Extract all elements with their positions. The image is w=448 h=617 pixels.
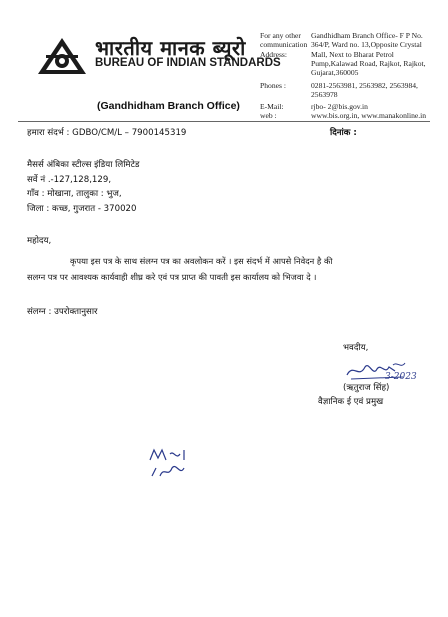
handwritten-note-scribble	[146, 446, 192, 486]
recipient-line-1: मैसर्स अंबिका स्टील्स इंडिया लिमिटेड	[27, 160, 140, 170]
web-label: web :	[260, 111, 277, 120]
web-value[interactable]: www.bis.org.in, www.manakonline.in	[311, 111, 427, 120]
address-label: For any other communication Address:	[260, 31, 308, 59]
email-label: E-Mail:	[260, 102, 284, 111]
enclosure-note: संलग्न : उपरोक्तानुसार	[27, 307, 98, 317]
header-divider	[18, 121, 430, 122]
recipient-line-3: गाँव : मोखाना, तालुका : भुज,	[27, 189, 122, 199]
signatory-designation: वैज्ञानिक ई एवं प्रमुख	[318, 397, 384, 407]
email-value[interactable]: rjbo- 2@bis.gov.in	[311, 102, 368, 111]
signature-date: 3-2023	[385, 372, 417, 382]
body-line-1: कृपया इस पत्र के साथ संलग्न पत्र का अवलोकन करें । इस संदर्भ में आपसे निवेदन है की	[70, 256, 333, 266]
branch-office-label: (Gandhidham Branch Office)	[97, 100, 240, 112]
recipient-line-4: जिला : कच्छ, गुजरात - 370020	[27, 204, 137, 214]
body-line-2: सलग्न पत्र पर आवश्यक कार्यवाही शीघ्र करे एवं पत्र प्राप्त की पावती इस कार्यालय को भिजवा दे ।	[27, 272, 317, 282]
date-label: दिनांक :	[330, 128, 357, 138]
phones-value: 0281-2563981, 2563982, 2563984, 2563978	[311, 81, 418, 100]
phones-label: Phones :	[260, 81, 286, 90]
salutation: महोदय,	[27, 236, 52, 246]
org-name-english: BUREAU OF INDIAN STANDARDS	[95, 57, 281, 69]
signatory-name: (ऋतुराज सिंह)	[343, 383, 390, 393]
address-value: Gandhidham Branch Office- F P No. 364/P, Ward no. 13,Opposite Crystal Mall, Next to Bharat Petrol Pump,Kalawad Road, Rajkot, Rajkot, Gujarat,360005	[311, 31, 426, 78]
org-name-hindi: भारतीय मानक ब्यूरो	[95, 36, 246, 60]
recipient-line-2: सर्वे नं .-127,128,129,	[27, 175, 112, 185]
our-reference: हमारा संदर्भ : GDBO/CM/L – 7900145319	[27, 128, 187, 138]
bis-logo-icon	[36, 36, 88, 76]
closing-text: भवदीय,	[343, 343, 369, 353]
